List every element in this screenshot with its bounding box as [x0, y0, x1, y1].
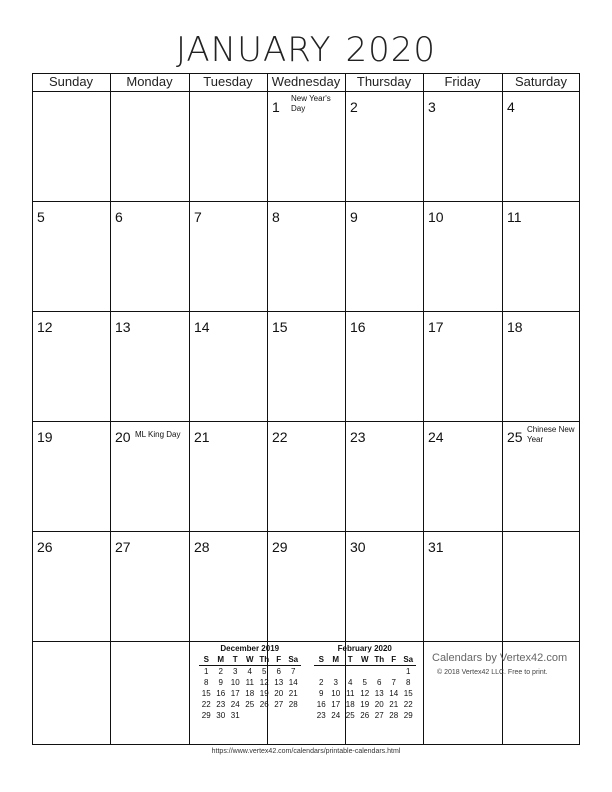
- footer-url[interactable]: https://www.vertex42.com/calendars/printable-calendars.html: [211, 748, 401, 755]
- mini-calendar-day: 22: [403, 700, 413, 709]
- mini-calendar-day: 4: [348, 678, 353, 687]
- mini-calendar-dow: F: [387, 654, 402, 666]
- weekday-header: Wednesday: [271, 74, 341, 89]
- mini-calendar-day: [387, 666, 402, 678]
- day-cell[interactable]: [345, 531, 423, 641]
- mini-calendar-dow: T: [343, 654, 358, 666]
- day-number: 9: [350, 209, 358, 225]
- mini-calendar-day: [329, 666, 344, 678]
- day-number: 3: [428, 99, 436, 115]
- day-cell[interactable]: [502, 201, 580, 311]
- day-cell[interactable]: [189, 421, 267, 531]
- mini-calendar-day: 20: [374, 700, 384, 709]
- mini-calendar-day: 14: [288, 678, 298, 687]
- day-cell[interactable]: [189, 91, 267, 201]
- mini-calendar-day: [343, 666, 358, 678]
- day-cell[interactable]: [32, 201, 110, 311]
- mini-calendar-day: [272, 710, 287, 721]
- mini-calendar-day: 23: [216, 700, 226, 709]
- day-number: 17: [428, 319, 444, 335]
- holiday-chinese-new-year: Chinese New Year: [527, 425, 575, 444]
- day-cell[interactable]: [423, 91, 502, 201]
- day-number: 27: [115, 539, 131, 555]
- title-year: 2020: [345, 30, 436, 70]
- mini-calendar-day: 16: [316, 700, 326, 709]
- day-number: 21: [194, 429, 210, 445]
- mini-calendar-day: 15: [201, 689, 211, 698]
- weekday-header: Thursday: [356, 74, 412, 89]
- mini-calendar-dow: T: [228, 654, 243, 666]
- mini-calendar-day: 13: [374, 689, 384, 698]
- mini-calendar-day: 3: [233, 667, 238, 676]
- mini-calendar-row: [314, 666, 416, 678]
- day-cell[interactable]: [345, 91, 423, 201]
- day-number: 16: [350, 319, 366, 335]
- mini-calendar-day: 22: [201, 700, 211, 709]
- mini-calendar-dow: S: [199, 654, 214, 666]
- mini-calendar-day: 30: [216, 711, 226, 720]
- mini-calendar-dow: W: [358, 654, 373, 666]
- day-number: 23: [350, 429, 366, 445]
- mini-calendar-day: 6: [276, 667, 281, 676]
- day-number: 20: [115, 429, 131, 445]
- day-number: 5: [37, 209, 45, 225]
- day-cell[interactable]: [189, 311, 267, 421]
- mini-calendar-dow: W: [243, 654, 258, 666]
- day-cell[interactable]: [267, 201, 345, 311]
- day-cell[interactable]: [423, 421, 502, 531]
- mini-calendar-day: 24: [230, 700, 240, 709]
- day-cell[interactable]: [345, 201, 423, 311]
- mini-calendar-day: 16: [216, 689, 226, 698]
- day-number: 1: [272, 99, 280, 115]
- weekday-header: Tuesday: [203, 74, 253, 89]
- grid-hline: [32, 744, 580, 745]
- mini-calendar-day: 10: [230, 678, 240, 687]
- day-cell[interactable]: [110, 91, 189, 201]
- mini-calendar-day: 12: [360, 689, 370, 698]
- day-number: 4: [507, 99, 515, 115]
- mini-calendar-day: 4: [247, 667, 252, 676]
- day-cell[interactable]: [189, 201, 267, 311]
- day-number: 6: [115, 209, 123, 225]
- day-cell[interactable]: [502, 311, 580, 421]
- mini-calendar-day: 21: [288, 689, 298, 698]
- day-cell[interactable]: [423, 531, 502, 641]
- day-cell[interactable]: [267, 421, 345, 531]
- mini-calendar-day: 13: [274, 678, 284, 687]
- title-month: JANUARY: [175, 30, 332, 70]
- mini-calendar-day: 24: [331, 711, 341, 720]
- mini-calendar-dow: M: [329, 654, 344, 666]
- day-number: 2: [350, 99, 358, 115]
- day-number: 8: [272, 209, 280, 225]
- day-cell[interactable]: [110, 531, 189, 641]
- mini-calendar-day: 17: [331, 700, 341, 709]
- day-cell[interactable]: [502, 91, 580, 201]
- mini-calendar-day: 25: [345, 711, 355, 720]
- day-number: 13: [115, 319, 131, 335]
- mini-calendar-day: 3: [333, 678, 338, 687]
- day-number: 12: [37, 319, 53, 335]
- mini-calendar-day: 5: [362, 678, 367, 687]
- mini-calendar-day: 11: [245, 678, 254, 687]
- day-number: 19: [37, 429, 53, 445]
- mini-calendar-day: 26: [360, 711, 370, 720]
- mini-calendar-day: 9: [319, 689, 324, 698]
- mini-calendar-day: 18: [245, 689, 255, 698]
- day-number: 10: [428, 209, 444, 225]
- mini-calendar-day: 29: [201, 711, 211, 720]
- day-number: 15: [272, 319, 288, 335]
- weekday-header: Saturday: [514, 74, 568, 89]
- day-number: 31: [428, 539, 444, 555]
- mini-calendar-day: 12: [259, 678, 269, 687]
- day-cell[interactable]: [110, 311, 189, 421]
- mini-calendar-row: [199, 688, 301, 699]
- mini-calendar-row: [314, 677, 416, 688]
- mini-calendar-day: 2: [319, 678, 324, 687]
- day-cell[interactable]: [110, 201, 189, 311]
- mini-calendar-day: 26: [259, 700, 269, 709]
- mini-calendar-dow: S: [314, 654, 329, 666]
- mini-calendar-dow: M: [214, 654, 229, 666]
- day-number: 26: [37, 539, 53, 555]
- copyright: © 2018 Vertex42 LLC. Free to print.: [437, 669, 548, 676]
- mini-calendar-table: [314, 654, 416, 721]
- mini-calendar-day: 19: [259, 689, 269, 698]
- mini-calendar-row: [314, 699, 416, 710]
- mini-calendar-day: 2: [218, 667, 223, 676]
- day-number: 14: [194, 319, 210, 335]
- mini-calendar-day: 19: [360, 700, 370, 709]
- mini-calendar-day: 8: [406, 678, 411, 687]
- mini-calendar-day: 20: [274, 689, 284, 698]
- mini-calendar-day: 14: [389, 689, 399, 698]
- mini-calendar-december: [199, 643, 301, 721]
- mini-calendar-title: February 2020: [337, 644, 392, 653]
- page-title: [0, 30, 612, 70]
- day-number: 30: [350, 539, 366, 555]
- mini-calendar-row: [199, 699, 301, 710]
- mini-calendar-day: 28: [389, 711, 399, 720]
- mini-calendar-row: [199, 666, 301, 678]
- day-cell[interactable]: [267, 311, 345, 421]
- day-cell[interactable]: [345, 311, 423, 421]
- mini-calendar-title: December 2019: [220, 644, 280, 653]
- mini-calendar-day: 9: [218, 678, 223, 687]
- mini-calendar-day: 27: [274, 700, 284, 709]
- mini-calendar-dow-row: [314, 654, 416, 666]
- mini-calendar-dow: Sa: [401, 654, 416, 666]
- day-cell[interactable]: [189, 531, 267, 641]
- holiday-new-years-day: New Year's Day: [291, 94, 331, 113]
- mini-calendar-row: [314, 688, 416, 699]
- day-cell[interactable]: [32, 531, 110, 641]
- mini-calendar-day: [257, 710, 272, 721]
- mini-calendar-day: 7: [291, 667, 296, 676]
- mini-calendar-day: [314, 666, 329, 678]
- mini-calendar-row: [199, 710, 301, 721]
- weekday-header: Friday: [444, 74, 481, 89]
- day-number: 25: [507, 429, 523, 445]
- day-number: 29: [272, 539, 288, 555]
- mini-calendar-day: 1: [204, 667, 209, 676]
- day-number: 28: [194, 539, 210, 555]
- brand-name[interactable]: Calendars by Vertex42.com: [432, 652, 568, 664]
- day-number: 22: [272, 429, 288, 445]
- mini-calendar-dow: Th: [372, 654, 387, 666]
- day-number: 11: [507, 209, 522, 225]
- day-number: 7: [194, 209, 202, 225]
- mini-calendar-day: 25: [245, 700, 255, 709]
- day-number: 18: [507, 319, 523, 335]
- mini-calendar-day: 28: [288, 700, 298, 709]
- holiday-ml-king-day: ML King Day: [135, 430, 181, 439]
- day-cell[interactable]: [502, 531, 580, 641]
- day-cell[interactable]: [345, 421, 423, 531]
- day-cell[interactable]: [32, 421, 110, 531]
- day-number: 24: [428, 429, 444, 445]
- mini-calendar-day: 7: [391, 678, 396, 687]
- mini-calendar-day: 17: [230, 689, 240, 698]
- mini-calendar-day: [372, 666, 387, 678]
- day-cell[interactable]: [423, 201, 502, 311]
- mini-calendar-table: [199, 654, 301, 721]
- mini-calendar-february: [314, 643, 416, 721]
- mini-calendar-dow-row: [199, 654, 301, 666]
- mini-calendar-day: 18: [345, 700, 355, 709]
- calendar-grid: [32, 73, 580, 745]
- day-cell[interactable]: [32, 91, 110, 201]
- mini-calendar-day: 21: [389, 700, 399, 709]
- day-cell[interactable]: [267, 531, 345, 641]
- mini-calendar-day: 10: [331, 689, 341, 698]
- mini-calendar-row: [314, 710, 416, 721]
- mini-calendar-day: 1: [406, 667, 411, 676]
- weekday-header: Monday: [126, 74, 173, 89]
- grid-hline: [32, 641, 580, 642]
- weekday-header: Sunday: [48, 74, 94, 89]
- mini-calendar-day: 6: [377, 678, 382, 687]
- day-cell[interactable]: [32, 311, 110, 421]
- mini-calendar-day: [243, 710, 258, 721]
- mini-calendar-day: 31: [230, 711, 240, 720]
- mini-calendar-day: [358, 666, 373, 678]
- mini-calendar-dow: Th: [257, 654, 272, 666]
- mini-calendar-day: 15: [403, 689, 413, 698]
- mini-calendar-day: 23: [316, 711, 326, 720]
- mini-calendar-day: 8: [204, 678, 209, 687]
- mini-calendar-dow: F: [272, 654, 287, 666]
- mini-calendar-dow: Sa: [286, 654, 301, 666]
- mini-calendar-day: 29: [403, 711, 413, 720]
- mini-calendar-day: 11: [346, 689, 355, 698]
- mini-calendar-day: 5: [262, 667, 267, 676]
- mini-calendar-row: [199, 677, 301, 688]
- day-cell[interactable]: [423, 311, 502, 421]
- mini-calendar-day: [286, 710, 301, 721]
- mini-calendar-day: 27: [374, 711, 384, 720]
